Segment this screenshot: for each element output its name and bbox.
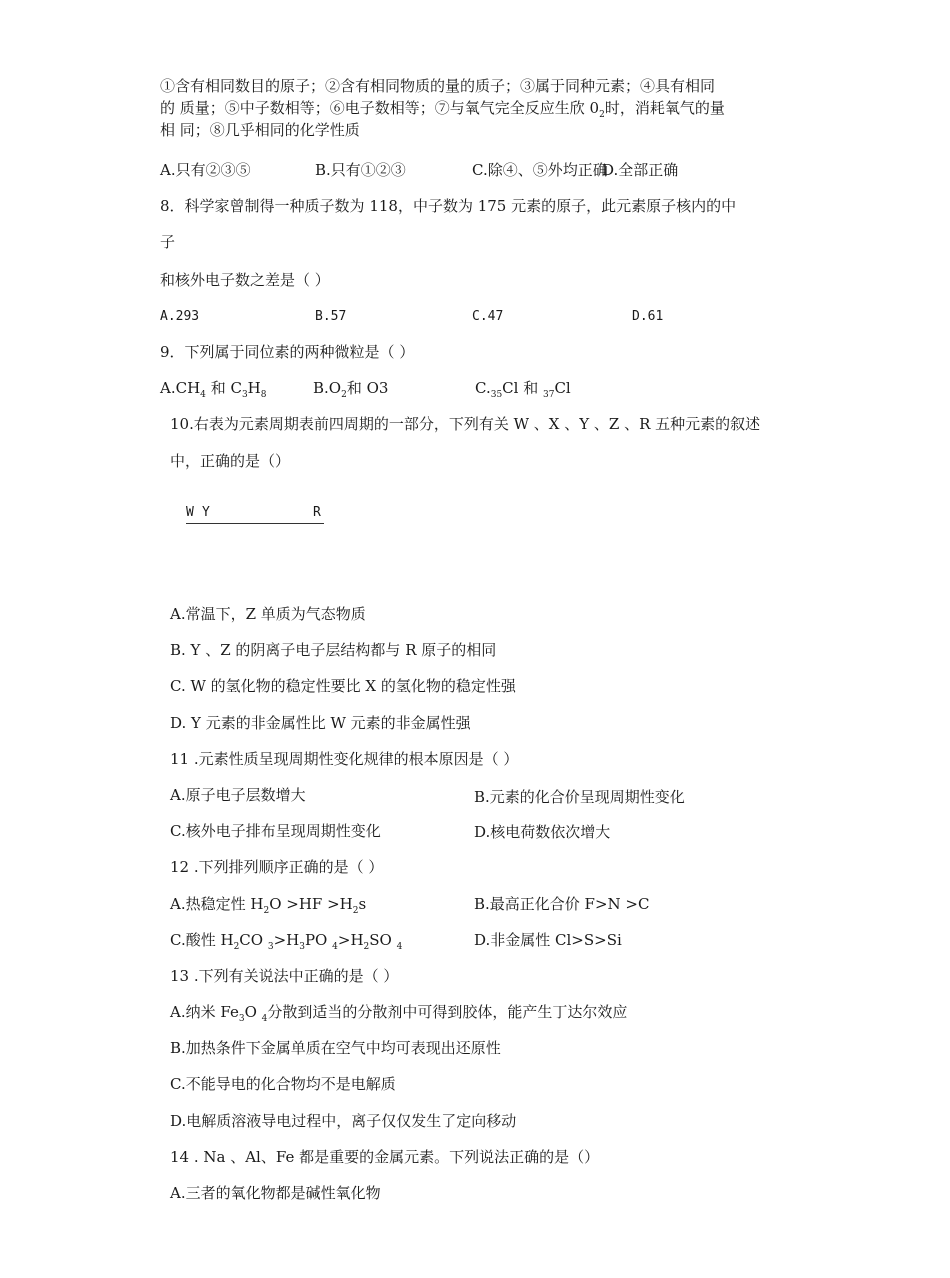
q9-stem: 9．下列属于同位素的两种微粒是（ ）	[160, 343, 415, 361]
intro-line-2a: 的 质量；⑤中子数相等；⑥电子数相等；⑦与氧气完全反应生欣 0	[160, 99, 600, 117]
q11-option-a: A.原子电子层数增大	[170, 786, 306, 804]
q8-option-b: B.57	[315, 309, 347, 324]
q13-option-b: B.加热条件下金属单质在空气中均可表现出还原性	[170, 1039, 501, 1057]
q9-option-c	[475, 378, 571, 405]
q12-c-10: 2	[363, 942, 370, 952]
q9-c-3: Cl 和	[502, 379, 543, 397]
q12-option-a	[170, 894, 366, 921]
intro-line-3: 相 同；⑧几乎相同的化学性质	[160, 121, 360, 139]
q8-option-c: C.47	[472, 309, 504, 324]
q12-a-4: 2	[352, 906, 359, 916]
q12-c-12: 4	[396, 942, 403, 952]
q13-stem: 13 .下列有关说法中正确的是（ ）	[170, 967, 399, 985]
q12-c-7: PO	[304, 931, 333, 949]
q12-c-2: 2	[233, 942, 240, 952]
q9-a-3: 和 C	[210, 379, 242, 397]
q9-c-4: 37	[542, 390, 555, 400]
q9-b-1: B.O	[313, 379, 342, 397]
q14-option-a: A.三者的氧化物都是碱性氧化物	[170, 1184, 381, 1202]
q8-option-a: A.293	[160, 309, 200, 324]
q12-c-9: >H	[337, 931, 364, 949]
q12-c-4: 3	[267, 942, 274, 952]
q9-a-6: 8	[260, 390, 267, 400]
q10-option-c: C. W 的氢化物的稳定性要比 X 的氢化物的稳定性强	[170, 677, 516, 695]
table-cell-w: W	[186, 505, 194, 520]
intro-line-2-sub: 2	[599, 110, 605, 120]
q11-option-b: B.元素的化合价呈现周期性变化	[474, 788, 685, 806]
intro-option-b: B.只有①②③	[315, 161, 406, 179]
intro-option-a: A.只有②③⑤	[160, 161, 251, 179]
q9-b-3: 和 O3	[346, 379, 389, 397]
q10-option-b: B. Y 、Z 的阴离子电子层结构都与 R 原子的相同	[170, 641, 497, 659]
q13-a-4: 4	[261, 1014, 268, 1024]
q10-line-2: 中，正确的是（）	[170, 452, 291, 470]
intro-option-c: C.除④、⑤外均正确	[472, 161, 608, 179]
q13-a-3: O	[244, 1003, 262, 1021]
q12-c-11: SO	[369, 931, 397, 949]
q12-option-d: D.非金属性 Cl>S>Si	[474, 931, 622, 949]
q8-line-3: 和核外电子数之差是（ ）	[160, 271, 330, 289]
intro-option-d: D.全部正确	[602, 161, 679, 179]
table-cell-y: Y	[202, 505, 210, 520]
q8-line-1: 8．科学家曾制得一种质子数为 118，中子数为 175 元素的原子，此元素原子核内的中	[160, 197, 737, 215]
q12-option-b: B.最高正化合价 F>N >C	[474, 895, 650, 913]
q9-c-2: 35	[490, 390, 503, 400]
q13-a-1: A.纳米 Fe	[170, 1003, 239, 1021]
q10-option-a: A.常温下，Z 单质为气态物质	[170, 605, 366, 623]
q12-c-8: 4	[332, 942, 338, 952]
q11-option-c: C.核外电子排布呈现周期性变化	[170, 822, 381, 840]
q12-a-2: 2	[263, 906, 270, 916]
intro-line-1: ①含有相同数目的原子；②含有相同物质的量的质子；③属于同种元素；④具有相同	[160, 77, 716, 95]
q12-a-5: s	[358, 895, 367, 913]
q8-option-d: D.61	[632, 309, 664, 324]
q10-line-1: 10.右表为元素周期表前四周期的一部分，下列有关 W 、X 、Y 、Z 、R 五种元素的叙述	[170, 415, 761, 433]
q11-stem: 11 .元素性质呈现周期性变化规律的根本原因是（ ）	[170, 750, 519, 768]
q9-option-a	[160, 378, 267, 405]
q13-a-2: 3	[238, 1014, 245, 1024]
q12-option-c	[170, 930, 402, 957]
q13-option-c: C.不能导电的化合物均不是电解质	[170, 1075, 396, 1093]
intro-line-2b: 时，消耗氧气的量	[604, 99, 725, 117]
q12-stem: 12 .下列排列顺序正确的是（ ）	[170, 858, 384, 876]
q10-option-d: D. Y 元素的非金属性比 W 元素的非金属性强	[170, 714, 471, 732]
q9-b-2: 2	[341, 390, 347, 400]
q8-line-2: 子	[160, 233, 176, 251]
q12-c-1: C.酸性 H	[170, 931, 234, 949]
q13-option-d: D.电解质溶液导电过程中，离子仅仅发生了定向移动	[170, 1112, 517, 1130]
q12-c-3: CO	[239, 931, 268, 949]
q9-c-5: Cl	[554, 379, 571, 397]
periodic-table-fragment	[186, 505, 324, 524]
q11-option-d: D.核电荷数依次增大	[474, 823, 611, 841]
q9-a-4: 3	[241, 390, 248, 400]
q12-a-1: A.热稳定性 H	[170, 895, 264, 913]
table-cell-r: R	[313, 505, 321, 520]
q14-stem: 14 . Na 、Al、Fe 都是重要的金属元素。下列说法正确的是（）	[170, 1148, 600, 1166]
q9-a-5: H	[247, 379, 261, 397]
q9-c-1: C.	[475, 379, 491, 397]
q12-c-6: 3	[299, 942, 305, 952]
q13-a-5: 分散到适当的分散剂中可得到胶体，能产生丁达尔效应	[267, 1003, 628, 1021]
q12-c-5: >H	[273, 931, 300, 949]
q9-a-2: 4	[200, 390, 206, 400]
q9-a-1: A.CH	[160, 379, 201, 397]
q12-a-3: O >HF >H	[269, 895, 353, 913]
q9-option-b	[313, 378, 388, 405]
q13-option-a	[170, 1002, 627, 1029]
